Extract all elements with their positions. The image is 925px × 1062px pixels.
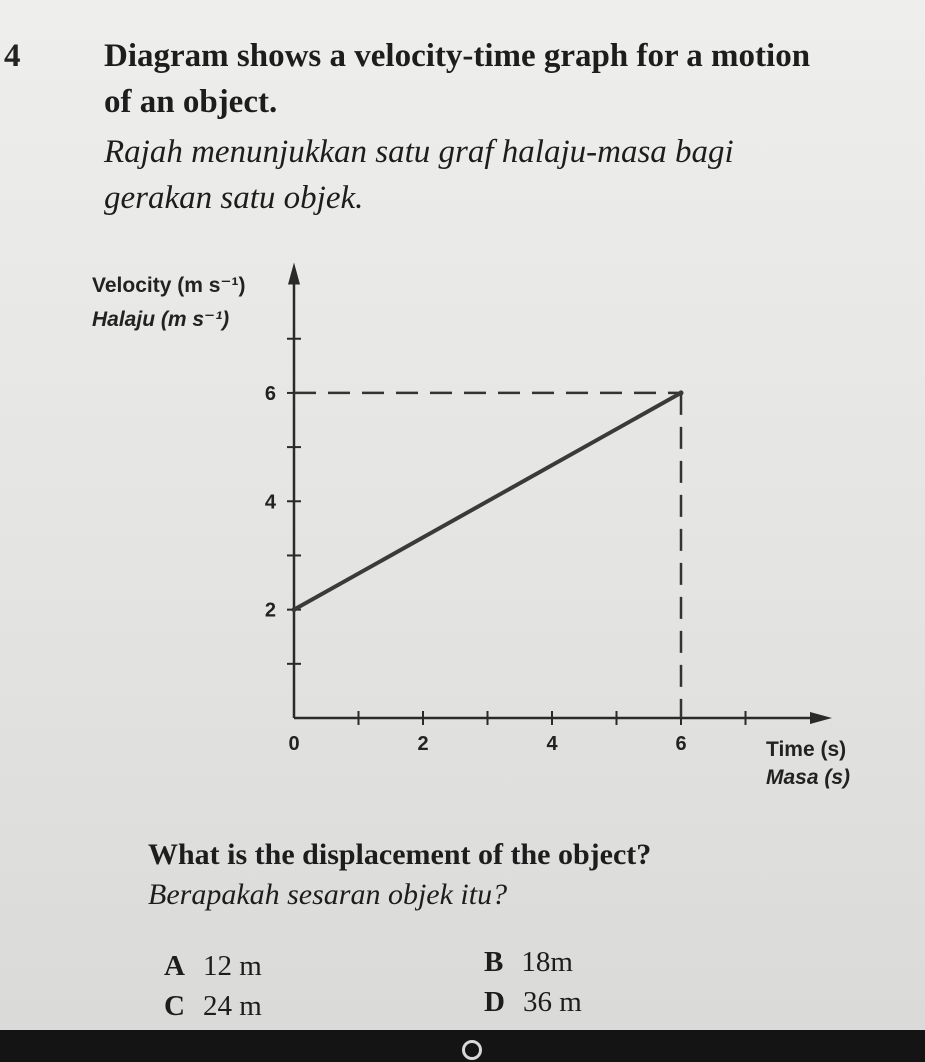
option-b-letter: B xyxy=(484,946,504,978)
option-c-text: 24 m xyxy=(202,990,262,1022)
option-b[interactable] xyxy=(484,946,573,979)
y-axis-arrow-icon xyxy=(288,263,300,285)
y-axis-label-ms: Halaju (m s⁻¹) xyxy=(92,308,230,331)
option-a-letter: A xyxy=(164,950,185,982)
question-prompt-en: What is the displacement of the object? xyxy=(148,838,652,871)
option-a[interactable] xyxy=(164,950,262,983)
x-tick-label: 6 xyxy=(675,733,687,755)
x-tick-label: 2 xyxy=(417,733,429,755)
y-tick-label: 2 xyxy=(264,599,276,622)
option-c[interactable] xyxy=(164,990,262,1023)
data-point xyxy=(292,607,297,612)
data-point xyxy=(679,390,684,395)
question-line2-en: of an object. xyxy=(104,84,278,120)
option-d-letter: D xyxy=(484,986,505,1018)
y-tick-label: 4 xyxy=(264,491,276,514)
velocity-line xyxy=(294,393,681,610)
x-axis-arrow-icon xyxy=(810,712,832,724)
x-tick-label: 4 xyxy=(546,733,558,755)
question-number: 4 xyxy=(4,38,21,74)
option-b-text: 18m xyxy=(521,946,573,978)
question-line1-en: Diagram shows a velocity-time graph for a motion xyxy=(104,38,811,74)
question-line2-ms: gerakan satu objek. xyxy=(104,180,364,216)
velocity-time-graph xyxy=(80,262,880,792)
monitor-logo-icon xyxy=(462,1040,482,1060)
option-c-letter: C xyxy=(164,990,185,1022)
question-line1-ms: Rajah menunjukkan satu graf halaju-masa bagi xyxy=(104,134,734,170)
question-prompt-ms: Berapakah sesaran objek itu? xyxy=(148,878,508,911)
x-axis-label-ms: Masa (s) xyxy=(766,766,851,789)
x-tick-label: 0 xyxy=(288,733,300,755)
x-axis-label-en: Time (s) xyxy=(766,738,847,761)
option-a-text: 12 m xyxy=(202,950,262,982)
option-d[interactable] xyxy=(484,986,582,1019)
y-tick-label: 6 xyxy=(264,382,276,405)
y-axis-label-en: Velocity (m s⁻¹) xyxy=(92,274,246,297)
option-d-text: 36 m xyxy=(522,986,582,1018)
